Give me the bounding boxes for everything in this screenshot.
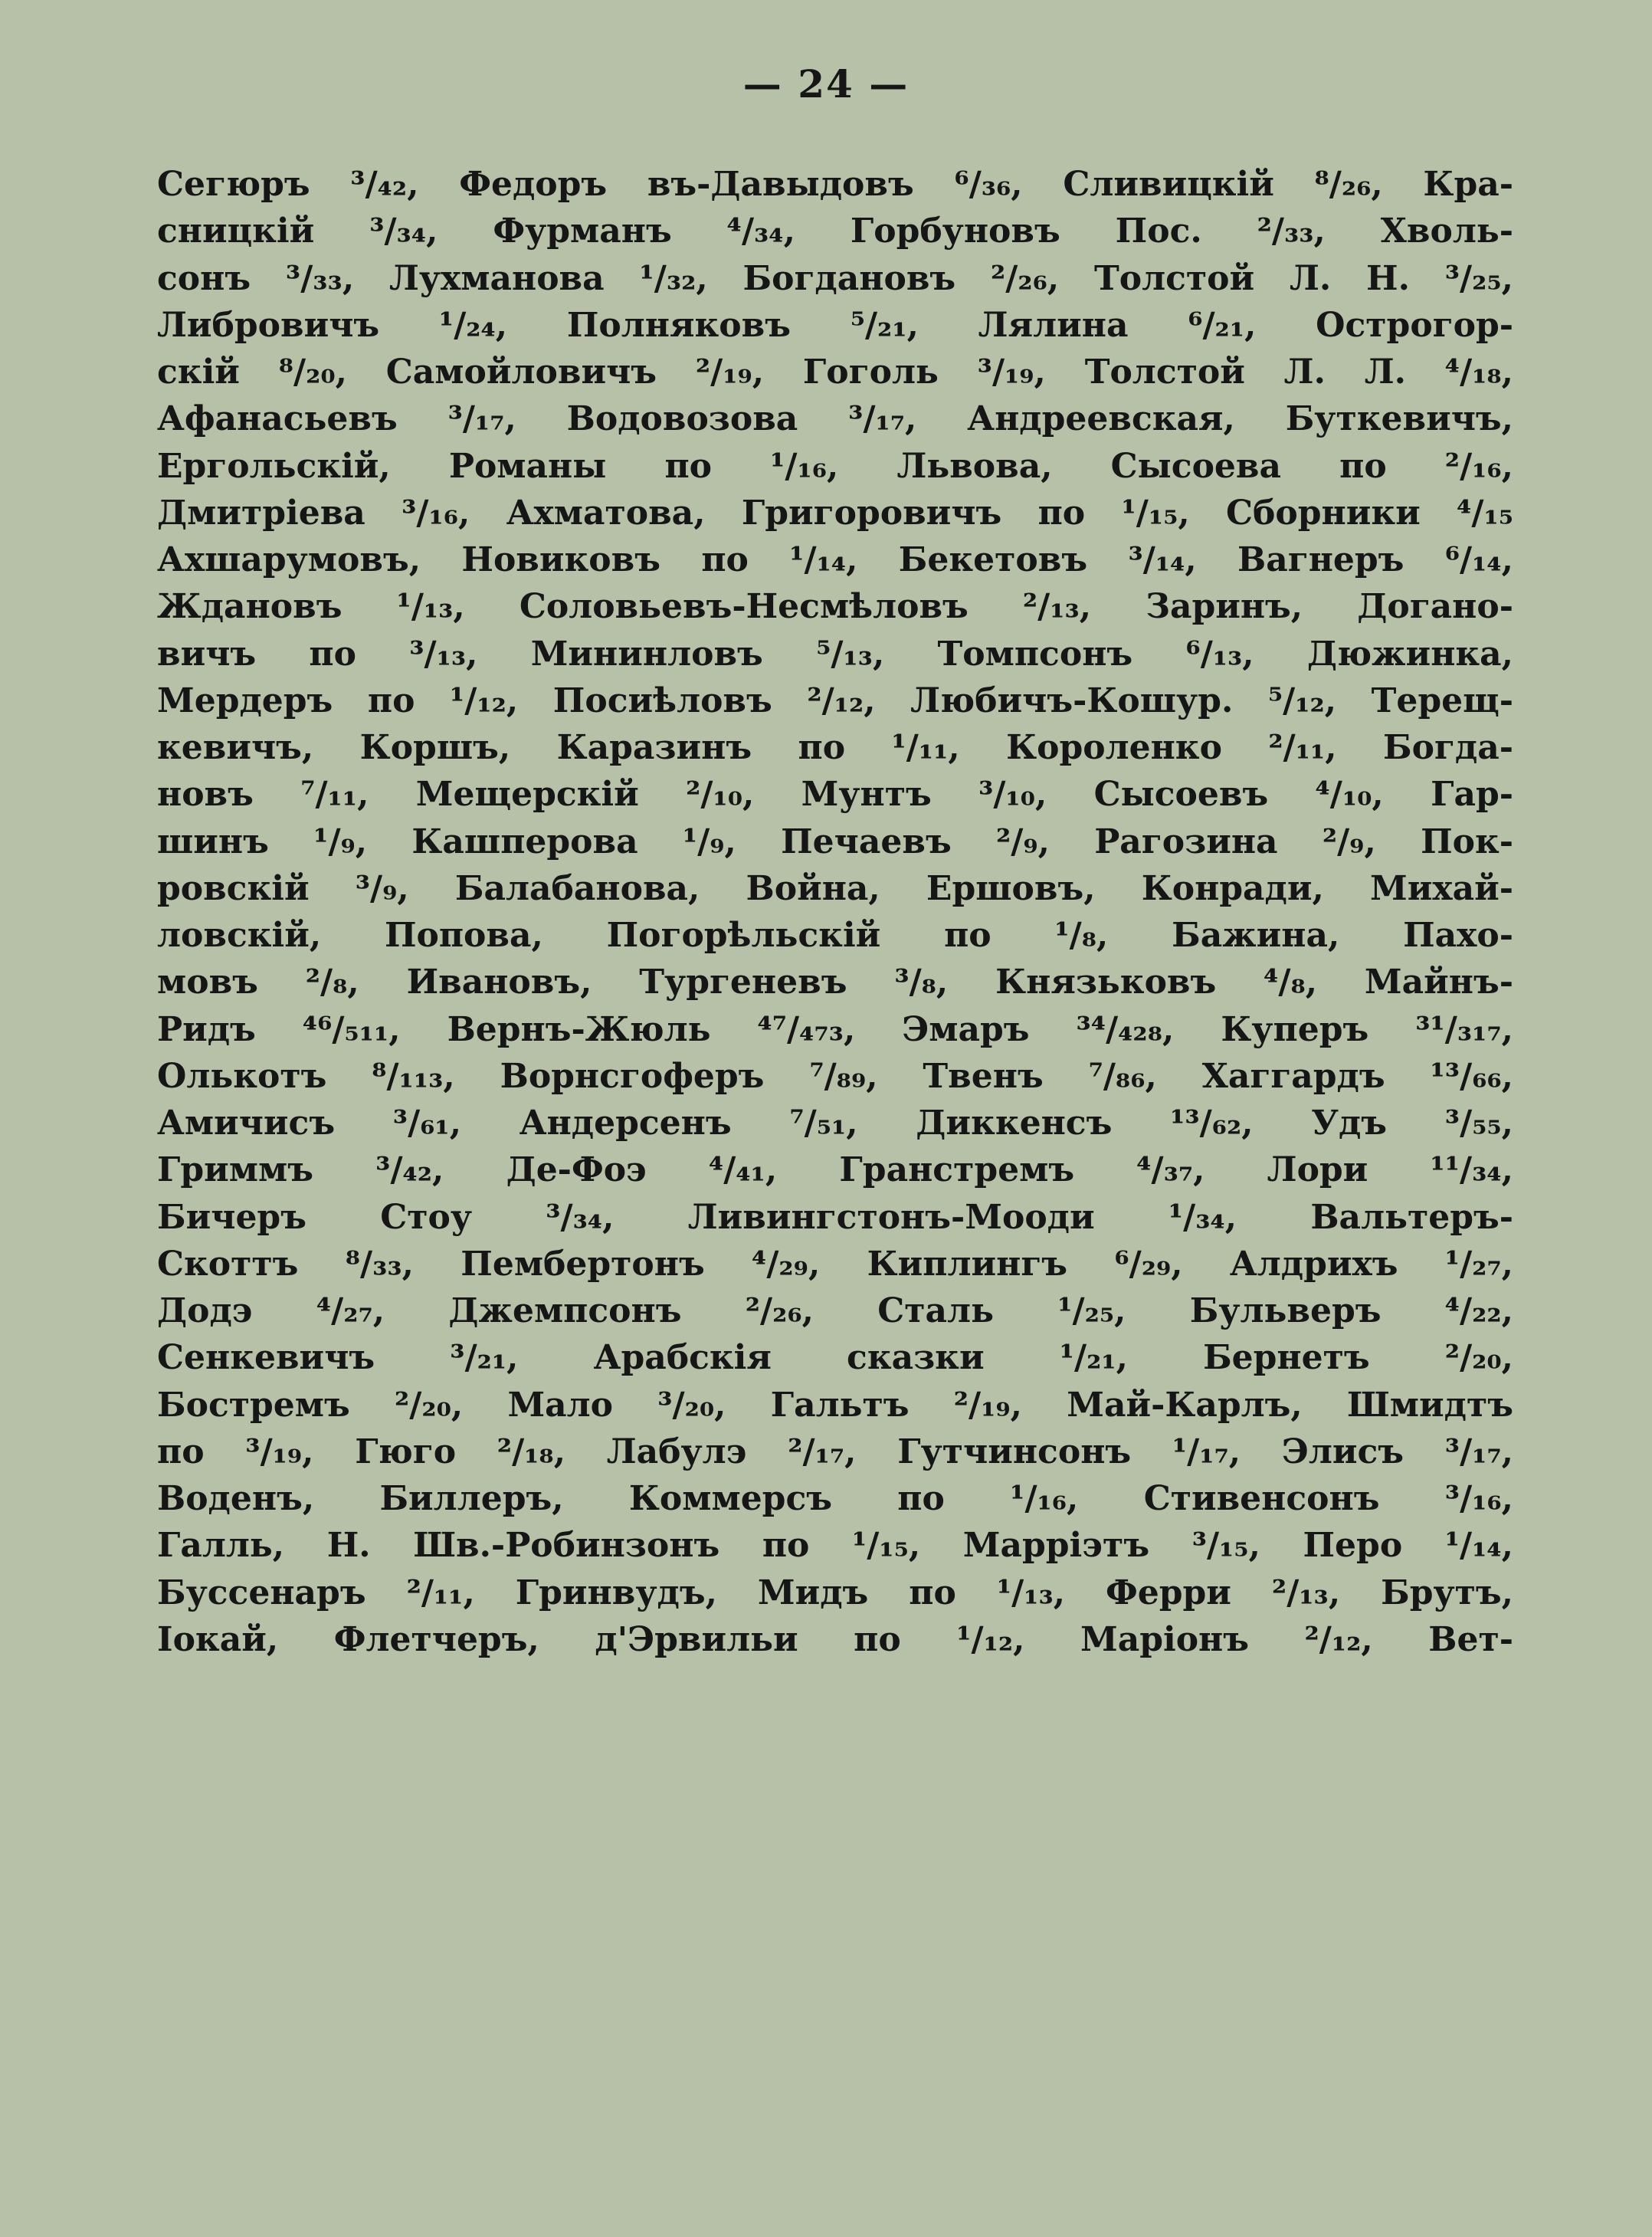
text-line: Афанасьевъ ³/₁₇, Водовозова ³/₁₇, Андреевская, Буткевичъ, xyxy=(157,399,1513,439)
text-line: Воденъ, Биллеръ, Коммерсъ по ¹/₁₆, Стивенсонъ ³/₁₆, xyxy=(157,1479,1513,1518)
text-line: сонъ ³/₃₃, Лухманова ¹/₃₂, Богдановъ ²/₂₆, Толстой Л. Н. ³/₂₅, xyxy=(157,258,1513,298)
text-line: Гриммъ ³/₄₂, Де-Фоэ ⁴/₄₁, Гранстремъ ⁴/₃₇, Лори ¹¹/₃₄, xyxy=(157,1150,1513,1190)
text-line: Буссенаръ ²/₁₁, Гринвудъ, Мидъ по ¹/₁₃, Ферри ²/₁₃, Брутъ, xyxy=(157,1573,1513,1612)
text-line: Дмитріева ³/₁₆, Ахматова, Григоровичъ по ¹/₁₅, Сборники ⁴/₁₅ xyxy=(157,493,1513,533)
text-line: Ждановъ ¹/₁₃, Соловьевъ-Несмѣловъ ²/₁₃, Заринъ, Догано- xyxy=(157,587,1513,627)
text-body xyxy=(157,161,1513,1663)
text-line: вичъ по ³/₁₃, Мининловъ ⁵/₁₃, Томпсонъ ⁶/₁₃, Дюжинка, xyxy=(157,634,1513,674)
text-line: Олькотъ ⁸/₁₁₃, Ворнсгоферъ ⁷/₈₉, Твенъ ⁷/₈₆, Хаггардъ ¹³/₆₆, xyxy=(157,1056,1513,1096)
text-line: ловскій, Попова, Погорѣльскій по ¹/₈, Бажина, Пахо- xyxy=(157,916,1513,955)
text-line: Сегюръ ³/₄₂, Федоръ въ-Давыдовъ ⁶/₃₆, Сливицкій ⁸/₂₆, Кра- xyxy=(157,165,1513,204)
text-line: новъ ⁷/₁₁, Мещерскій ²/₁₀, Мунтъ ³/₁₀, Сысоевъ ⁴/₁₀, Гар- xyxy=(157,775,1513,815)
text-line: по ³/₁₉, Гюго ²/₁₈, Лабулэ ²/₁₇, Гутчинсонъ ¹/₁₇, Элисъ ³/₁₇, xyxy=(157,1432,1513,1471)
text-line: Сенкевичъ ³/₂₁, Арабскія сказки ¹/₂₁, Бернетъ ²/₂₀, xyxy=(157,1338,1513,1378)
text-line: Скоттъ ⁸/₃₃, Пембертонъ ⁴/₂₉, Киплингъ ⁶/₂₉, Алдрихъ ¹/₂₇, xyxy=(157,1244,1513,1284)
text-line: кевичъ, Коршъ, Каразинъ по ¹/₁₁, Короленко ²/₁₁, Богда- xyxy=(157,728,1513,767)
text-line: сницкій ³/₃₄, Фурманъ ⁴/₃₄, Горбуновъ Пос. ²/₃₃, Хволь- xyxy=(157,212,1513,251)
text-line: Іокай, Флетчеръ, д'Эрвильи по ¹/₁₂, Маріонъ ²/₁₂, Вет- xyxy=(157,1619,1513,1659)
text-line: Амичисъ ³/₆₁, Андерсенъ ⁷/₅₁, Диккенсъ ¹³/₆₂, Удъ ³/₅₅, xyxy=(157,1104,1513,1143)
text-line: Ахшарумовъ, Новиковъ по ¹/₁₄, Бекетовъ ³/₁₄, Вагнеръ ⁶/₁₄, xyxy=(157,540,1513,579)
text-line: Бичеръ Стоу ³/₃₄, Ливингстонъ-Мооди ¹/₃₄, Вальтеръ- xyxy=(157,1197,1513,1237)
text-line: Бостремъ ²/₂₀, Мало ³/₂₀, Гальтъ ²/₁₉, Май-Карлъ, Шмидтъ xyxy=(157,1385,1513,1425)
text-line: ровскій ³/₉, Балабанова, Война, Ершовъ, Конради, Михай- xyxy=(157,868,1513,908)
text-line: Ридъ ⁴⁶/₅₁₁, Вернъ-Жюль ⁴⁷/₄₇₃, Эмаръ ³⁴/₄₂₈, Куперъ ³¹/₃₁₇, xyxy=(157,1009,1513,1049)
text-line: скій ⁸/₂₀, Самойловичъ ²/₁₉, Гоголь ³/₁₉, Толстой Л. Л. ⁴/₁₈, xyxy=(157,353,1513,392)
text-line: Либровичъ ¹/₂₄, Полняковъ ⁵/₂₁, Лялина ⁶/₂₁, Острогор- xyxy=(157,305,1513,345)
page-number: — 24 — xyxy=(742,61,910,107)
text-line: Мердеръ по ¹/₁₂, Посиѣловъ ²/₁₂, Любичъ-Кошур. ⁵/₁₂, Терещ- xyxy=(157,681,1513,720)
text-line: Ергольскій, Романы по ¹/₁₆, Львова, Сысоева по ²/₁₆, xyxy=(157,446,1513,486)
text-line: мовъ ²/₈, Ивановъ, Тургеневъ ³/₈, Князьковъ ⁴/₈, Майнъ- xyxy=(157,963,1513,1002)
text-line: шинъ ¹/₉, Кашперова ¹/₉, Печаевъ ²/₉, Рагозина ²/₉, Пок- xyxy=(157,822,1513,861)
text-line: Галль, Н. Шв.-Робинзонъ по ¹/₁₅, Марріэтъ ³/₁₅, Перо ¹/₁₄, xyxy=(157,1526,1513,1566)
text-line: Додэ ⁴/₂₇, Джемпсонъ ²/₂₆, Сталь ¹/₂₅, Бульверъ ⁴/₂₂, xyxy=(157,1291,1513,1330)
